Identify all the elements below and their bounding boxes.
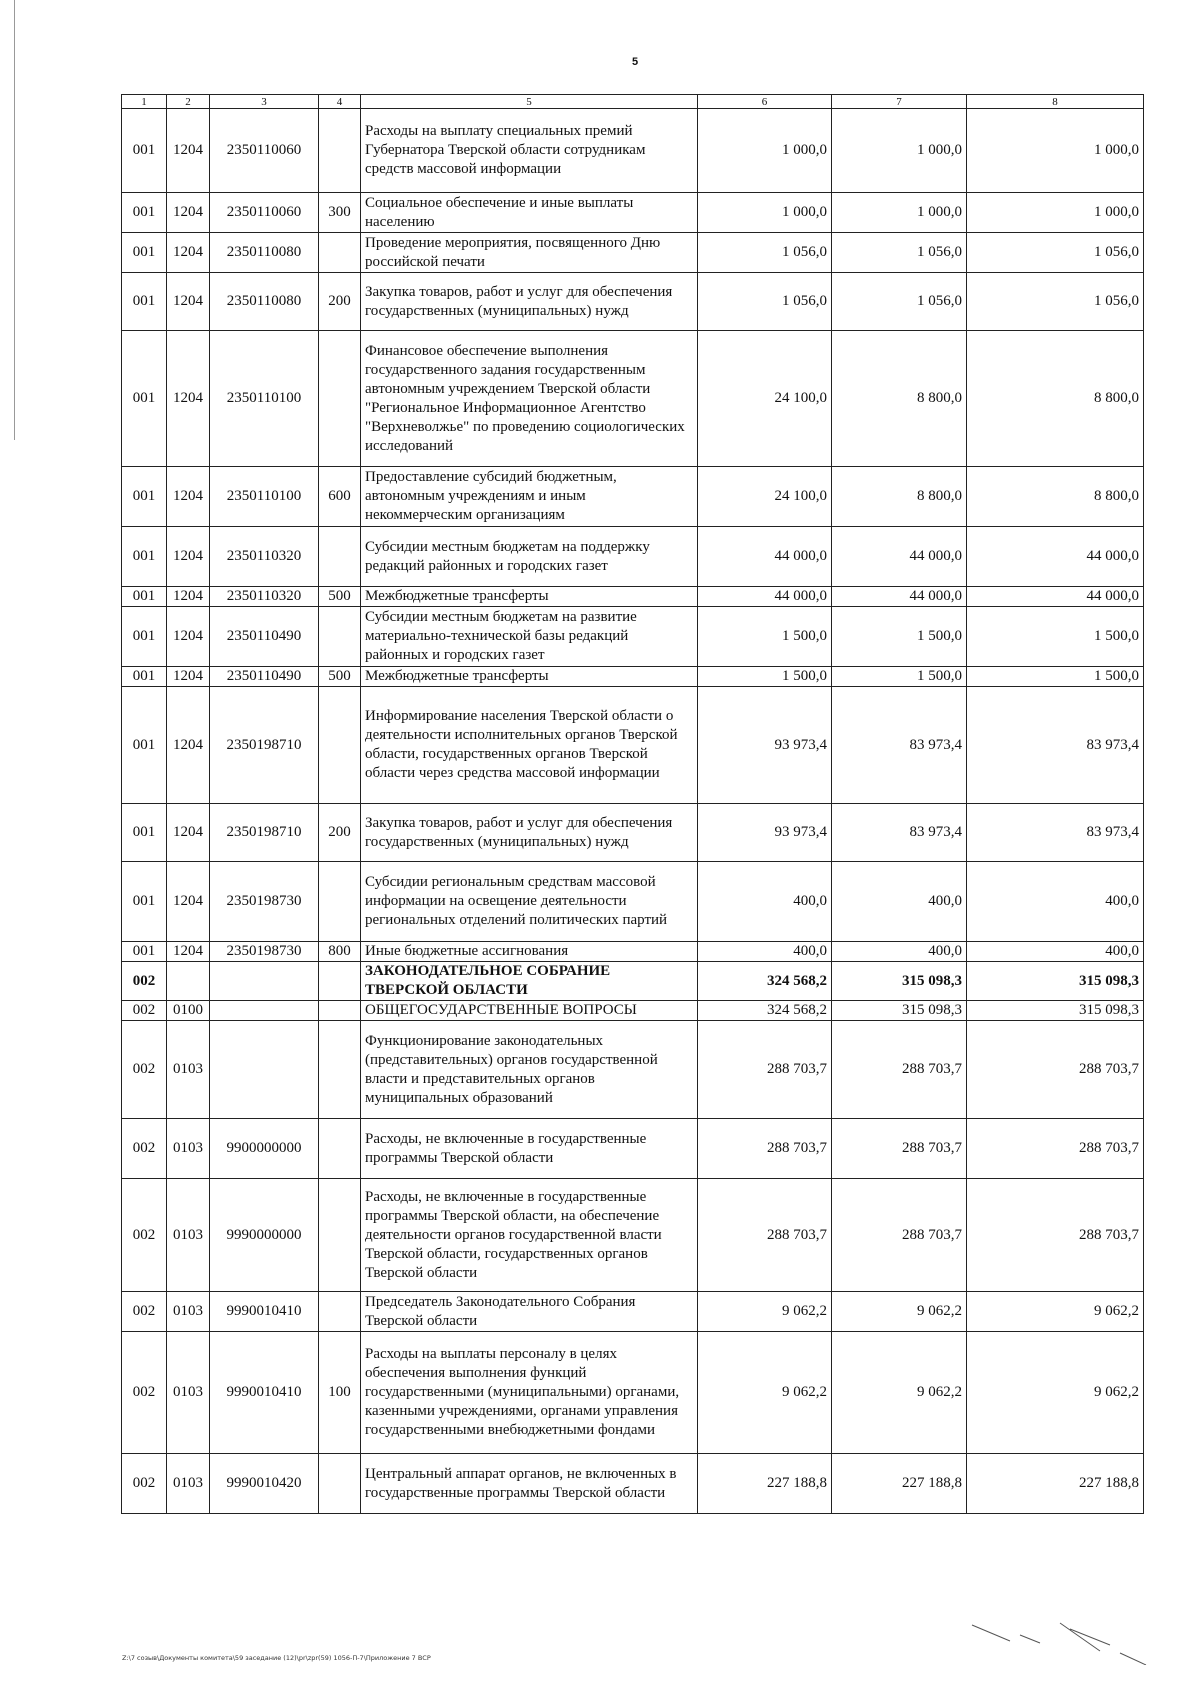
description-cell: ЗАКОНОДАТЕЛЬНОЕ СОБРАНИЕ ТВЕРСКОЙ ОБЛАСТИ: [361, 962, 698, 1001]
target-article-cell: 2350198730: [210, 942, 319, 962]
target-article-cell: 2350110320: [210, 587, 319, 607]
amount-col6-cell: 400,0: [698, 862, 832, 942]
description-cell: Расходы, не включенные в государственные программы Тверской области: [361, 1119, 698, 1179]
section-code-cell: 0103: [167, 1021, 210, 1119]
description-cell: Расходы на выплаты персоналу в целях обеспечения выполнения функций государственными (муниципальными) органами, казенными учреждениями, органами управления государственными внебюджетными фондами: [361, 1332, 698, 1454]
admin-code-cell: 001: [122, 109, 167, 193]
amount-col7-cell: 288 703,7: [832, 1179, 967, 1292]
expense-type-cell: [319, 1179, 361, 1292]
table-row: [122, 804, 1144, 862]
footer-file-path: Z:\7 созыв\Документы комитета\59 заседание (12)\pr\zpr(59) 1056-П-7\Приложение 7 ВСР: [122, 1654, 431, 1662]
amount-col7-cell: 44 000,0: [832, 527, 967, 587]
table-row: [122, 962, 1144, 1001]
target-article-cell: 2350110490: [210, 667, 319, 687]
section-code-cell: 0103: [167, 1454, 210, 1514]
table-row: [122, 527, 1144, 587]
description-cell: Закупка товаров, работ и услуг для обеспечения государственных (муниципальных) нужд: [361, 804, 698, 862]
amount-col6-cell: 24 100,0: [698, 467, 832, 527]
admin-code-cell: 001: [122, 331, 167, 467]
admin-code-cell: 001: [122, 607, 167, 667]
amount-col6-cell: 288 703,7: [698, 1179, 832, 1292]
amount-col8-cell: 400,0: [967, 862, 1144, 942]
target-article-cell: 2350198710: [210, 687, 319, 804]
section-code-cell: 0103: [167, 1179, 210, 1292]
description-cell: Межбюджетные трансферты: [361, 587, 698, 607]
section-code-cell: 1204: [167, 607, 210, 667]
amount-col7-cell: 1 000,0: [832, 109, 967, 193]
expense-type-cell: [319, 109, 361, 193]
expense-type-cell: [319, 962, 361, 1001]
expense-type-cell: 500: [319, 587, 361, 607]
section-code-cell: 1204: [167, 587, 210, 607]
target-article-cell: [210, 962, 319, 1001]
description-cell: Предоставление субсидий бюджетным, автономным учреждениям и иным некоммерческим организациям: [361, 467, 698, 527]
expense-type-cell: 200: [319, 804, 361, 862]
description-cell: Расходы на выплату специальных премий Губернатора Тверской области сотрудникам средств массовой информации: [361, 109, 698, 193]
target-article-cell: 2350110060: [210, 109, 319, 193]
amount-col7-cell: 83 973,4: [832, 687, 967, 804]
amount-col8-cell: 8 800,0: [967, 331, 1144, 467]
amount-col6-cell: 227 188,8: [698, 1454, 832, 1514]
table-row: [122, 331, 1144, 467]
table-row: [122, 942, 1144, 962]
table-row: [122, 687, 1144, 804]
admin-code-cell: 001: [122, 273, 167, 331]
column-number: 4: [319, 95, 361, 109]
target-article-cell: 2350110100: [210, 331, 319, 467]
section-code-cell: 1204: [167, 331, 210, 467]
amount-col6-cell: 24 100,0: [698, 331, 832, 467]
section-code-cell: 0100: [167, 1001, 210, 1021]
table-row: [122, 1119, 1144, 1179]
table-row: [122, 667, 1144, 687]
amount-col7-cell: 9 062,2: [832, 1292, 967, 1332]
amount-col7-cell: 9 062,2: [832, 1332, 967, 1454]
amount-col6-cell: 1 000,0: [698, 193, 832, 233]
expense-type-cell: [319, 607, 361, 667]
amount-col7-cell: 227 188,8: [832, 1454, 967, 1514]
amount-col6-cell: 400,0: [698, 942, 832, 962]
description-cell: Закупка товаров, работ и услуг для обеспечения государственных (муниципальных) нужд: [361, 273, 698, 331]
admin-code-cell: 002: [122, 962, 167, 1001]
amount-col8-cell: 227 188,8: [967, 1454, 1144, 1514]
amount-col8-cell: 1 000,0: [967, 109, 1144, 193]
expense-type-cell: [319, 1021, 361, 1119]
amount-col7-cell: 1 056,0: [832, 233, 967, 273]
amount-col6-cell: 1 056,0: [698, 273, 832, 331]
admin-code-cell: 001: [122, 587, 167, 607]
column-number: 3: [210, 95, 319, 109]
description-cell: Председатель Законодательного Собрания Тверской области: [361, 1292, 698, 1332]
amount-col7-cell: 44 000,0: [832, 587, 967, 607]
description-cell: Финансовое обеспечение выполнения государственного задания государственным автономным учреждением Тверской области "Региональное Информационное Агентство "Верхневолжье" по проведению социологических исследований: [361, 331, 698, 467]
amount-col8-cell: 1 056,0: [967, 273, 1144, 331]
amount-col8-cell: 83 973,4: [967, 804, 1144, 862]
amount-col6-cell: 1 000,0: [698, 109, 832, 193]
amount-col8-cell: 315 098,3: [967, 1001, 1144, 1021]
description-cell: Функционирование законодательных (представительных) органов государственной власти и представительных органов муниципальных образований: [361, 1021, 698, 1119]
table-row: [122, 1001, 1144, 1021]
target-article-cell: 2350110060: [210, 193, 319, 233]
section-code-cell: 1204: [167, 942, 210, 962]
table-row: [122, 1454, 1144, 1514]
amount-col7-cell: 288 703,7: [832, 1119, 967, 1179]
target-article-cell: 2350110080: [210, 233, 319, 273]
expense-type-cell: 800: [319, 942, 361, 962]
amount-col6-cell: 44 000,0: [698, 587, 832, 607]
amount-col7-cell: 8 800,0: [832, 331, 967, 467]
section-code-cell: 1204: [167, 233, 210, 273]
target-article-cell: 9990010410: [210, 1332, 319, 1454]
expense-type-cell: [319, 1454, 361, 1514]
page-number: 5: [631, 56, 639, 68]
expense-type-cell: [319, 862, 361, 942]
amount-col6-cell: 288 703,7: [698, 1119, 832, 1179]
scan-mark-icon: [970, 1615, 1150, 1665]
table-row: [122, 1292, 1144, 1332]
expense-type-cell: [319, 687, 361, 804]
target-article-cell: 9990010420: [210, 1454, 319, 1514]
admin-code-cell: 002: [122, 1119, 167, 1179]
amount-col8-cell: 1 056,0: [967, 233, 1144, 273]
amount-col6-cell: 324 568,2: [698, 1001, 832, 1021]
expense-type-cell: 600: [319, 467, 361, 527]
column-number: 2: [167, 95, 210, 109]
target-article-cell: 2350110080: [210, 273, 319, 331]
table-row: [122, 109, 1144, 193]
amount-col6-cell: 9 062,2: [698, 1332, 832, 1454]
amount-col6-cell: 9 062,2: [698, 1292, 832, 1332]
amount-col7-cell: 1 000,0: [832, 193, 967, 233]
admin-code-cell: 002: [122, 1179, 167, 1292]
table-row: [122, 467, 1144, 527]
section-code-cell: 0103: [167, 1119, 210, 1179]
expense-type-cell: 300: [319, 193, 361, 233]
description-cell: Проведение мероприятия, посвященного Дню российской печати: [361, 233, 698, 273]
amount-col8-cell: 44 000,0: [967, 587, 1144, 607]
description-cell: Центральный аппарат органов, не включенных в государственные программы Тверской области: [361, 1454, 698, 1514]
amount-col7-cell: 8 800,0: [832, 467, 967, 527]
admin-code-cell: 001: [122, 862, 167, 942]
description-cell: Информирование населения Тверской области о деятельности исполнительных органов Тверской области, государственных органов Тверской области через средства массовой информации: [361, 687, 698, 804]
admin-code-cell: 001: [122, 804, 167, 862]
expense-type-cell: [319, 233, 361, 273]
admin-code-cell: 002: [122, 1001, 167, 1021]
admin-code-cell: 002: [122, 1332, 167, 1454]
target-article-cell: [210, 1021, 319, 1119]
description-cell: Субсидии региональным средствам массовой информации на освещение деятельности региональных отделений политических партий: [361, 862, 698, 942]
description-cell: Межбюджетные трансферты: [361, 667, 698, 687]
amount-col7-cell: 400,0: [832, 942, 967, 962]
target-article-cell: 2350110490: [210, 607, 319, 667]
section-code-cell: 1204: [167, 687, 210, 804]
admin-code-cell: 001: [122, 687, 167, 804]
table-row: [122, 587, 1144, 607]
target-article-cell: 9990010410: [210, 1292, 319, 1332]
amount-col8-cell: 9 062,2: [967, 1292, 1144, 1332]
table-row: [122, 1332, 1144, 1454]
expense-type-cell: 200: [319, 273, 361, 331]
table-row: [122, 273, 1144, 331]
expense-type-cell: 100: [319, 1332, 361, 1454]
admin-code-cell: 001: [122, 233, 167, 273]
amount-col8-cell: 1 500,0: [967, 607, 1144, 667]
admin-code-cell: 001: [122, 942, 167, 962]
target-article-cell: 2350110320: [210, 527, 319, 587]
amount-col8-cell: 288 703,7: [967, 1179, 1144, 1292]
amount-col6-cell: 93 973,4: [698, 804, 832, 862]
scan-edge-line: [14, 0, 15, 440]
column-number-row: [122, 95, 1144, 109]
column-number: 7: [832, 95, 967, 109]
amount-col8-cell: 9 062,2: [967, 1332, 1144, 1454]
amount-col8-cell: 288 703,7: [967, 1119, 1144, 1179]
admin-code-cell: 001: [122, 193, 167, 233]
expense-type-cell: 500: [319, 667, 361, 687]
amount-col6-cell: 44 000,0: [698, 527, 832, 587]
section-code-cell: 1204: [167, 527, 210, 587]
expense-type-cell: [319, 1292, 361, 1332]
table-row: [122, 233, 1144, 273]
amount-col8-cell: 1 000,0: [967, 193, 1144, 233]
section-code-cell: [167, 962, 210, 1001]
section-code-cell: 1204: [167, 273, 210, 331]
section-code-cell: 1204: [167, 467, 210, 527]
column-number: 1: [122, 95, 167, 109]
section-code-cell: 1204: [167, 193, 210, 233]
description-cell: Расходы, не включенные в государственные программы Тверской области, на обеспечение деятельности органов государственной власти Тверской области, государственных органов Тверской области: [361, 1179, 698, 1292]
description-cell: Социальное обеспечение и иные выплаты населению: [361, 193, 698, 233]
target-article-cell: 2350110100: [210, 467, 319, 527]
admin-code-cell: 001: [122, 467, 167, 527]
section-code-cell: 1204: [167, 667, 210, 687]
expense-type-cell: [319, 527, 361, 587]
admin-code-cell: 001: [122, 667, 167, 687]
description-cell: Субсидии местным бюджетам на развитие материально-технической базы редакций районных и городских газет: [361, 607, 698, 667]
target-article-cell: [210, 1001, 319, 1021]
section-code-cell: 0103: [167, 1292, 210, 1332]
amount-col7-cell: 1 056,0: [832, 273, 967, 331]
target-article-cell: 2350198730: [210, 862, 319, 942]
amount-col6-cell: 93 973,4: [698, 687, 832, 804]
amount-col8-cell: 400,0: [967, 942, 1144, 962]
amount-col7-cell: 1 500,0: [832, 607, 967, 667]
amount-col7-cell: 288 703,7: [832, 1021, 967, 1119]
amount-col8-cell: 83 973,4: [967, 687, 1144, 804]
description-cell: Субсидии местным бюджетам на поддержку редакций районных и городских газет: [361, 527, 698, 587]
amount-col7-cell: 1 500,0: [832, 667, 967, 687]
target-article-cell: 9990000000: [210, 1179, 319, 1292]
target-article-cell: 9900000000: [210, 1119, 319, 1179]
amount-col8-cell: 288 703,7: [967, 1021, 1144, 1119]
table-row: [122, 1179, 1144, 1292]
amount-col6-cell: 288 703,7: [698, 1021, 832, 1119]
amount-col6-cell: 324 568,2: [698, 962, 832, 1001]
table-row: [122, 193, 1144, 233]
target-article-cell: 2350198710: [210, 804, 319, 862]
section-code-cell: 1204: [167, 862, 210, 942]
amount-col6-cell: 1 056,0: [698, 233, 832, 273]
admin-code-cell: 002: [122, 1454, 167, 1514]
budget-table: [121, 94, 1144, 1514]
admin-code-cell: 001: [122, 527, 167, 587]
amount-col6-cell: 1 500,0: [698, 607, 832, 667]
table-row: [122, 607, 1144, 667]
description-cell: ОБЩЕГОСУДАРСТВЕННЫЕ ВОПРОСЫ: [361, 1001, 698, 1021]
amount-col6-cell: 1 500,0: [698, 667, 832, 687]
admin-code-cell: 002: [122, 1021, 167, 1119]
column-number: 8: [967, 95, 1144, 109]
table-row: [122, 1021, 1144, 1119]
section-code-cell: 1204: [167, 804, 210, 862]
expense-type-cell: [319, 1001, 361, 1021]
amount-col7-cell: 315 098,3: [832, 962, 967, 1001]
description-cell: Иные бюджетные ассигнования: [361, 942, 698, 962]
amount-col8-cell: 44 000,0: [967, 527, 1144, 587]
amount-col8-cell: 8 800,0: [967, 467, 1144, 527]
section-code-cell: 0103: [167, 1332, 210, 1454]
amount-col7-cell: 400,0: [832, 862, 967, 942]
column-number: 6: [698, 95, 832, 109]
amount-col7-cell: 315 098,3: [832, 1001, 967, 1021]
amount-col8-cell: 1 500,0: [967, 667, 1144, 687]
expense-type-cell: [319, 331, 361, 467]
amount-col7-cell: 83 973,4: [832, 804, 967, 862]
amount-col8-cell: 315 098,3: [967, 962, 1144, 1001]
column-number: 5: [361, 95, 698, 109]
admin-code-cell: 002: [122, 1292, 167, 1332]
expense-type-cell: [319, 1119, 361, 1179]
section-code-cell: 1204: [167, 109, 210, 193]
table-row: [122, 862, 1144, 942]
